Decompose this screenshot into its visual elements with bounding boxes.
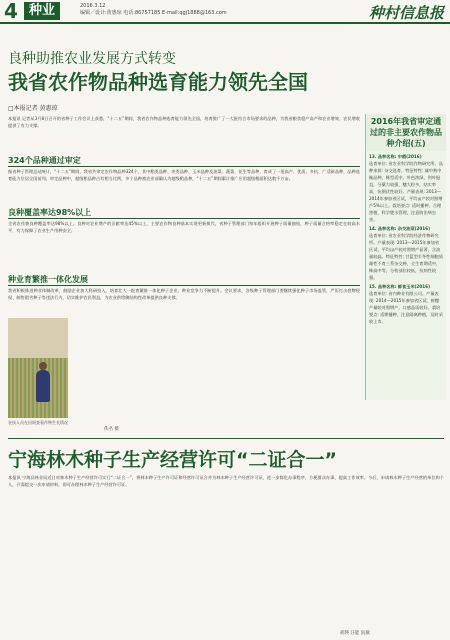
field-photo bbox=[8, 318, 68, 418]
photo-sky bbox=[8, 318, 68, 358]
page-header bbox=[0, 0, 450, 24]
article-intro: 本报讯 记者从3月8日召开的省种子工作会议上获悉，“十二五”期间，我省农作物品种选育能力领先全国，培育推广了一大批符合市场要求的品种，为我省粮食稳产高产和农业增效、农民增收提供了有力支撑。 bbox=[8, 116, 360, 129]
sidebar-item-text: 选育单位: 省农业科学院作物研究所。品种来源: 杂交选育。特征特性: 属中熟中籼品种，株型适中，叶色浓绿，剑叶挺直，分蘖力较强，穗大粒多，结实率高，抗倒伏性较好。产量表现: 2013—2014年参加省区试，平均亩产较对照增产5%以上。栽培要点: 适时播种，合理密植，科学肥水管理，注意防治病虫害。 bbox=[369, 161, 443, 222]
sidebar-item-title: 14. 品种名称: 杂交油菜(2016) bbox=[369, 226, 430, 231]
section-label: 种业 bbox=[24, 2, 60, 20]
header-meta bbox=[80, 3, 227, 17]
article-headline: 我省农作物品种选育能力领先全国 bbox=[8, 70, 308, 94]
sidebar-item-title: 15. 品种名称: 鲜食玉米(2016) bbox=[369, 284, 430, 289]
sidebar-item bbox=[369, 225, 443, 281]
subhead-coverage: 良种覆盖率达98%以上 bbox=[8, 207, 360, 219]
photo-credit: 佚名 摄 bbox=[104, 427, 119, 432]
sidebar-item-text: 选育单位: 省内种业有限公司。产量表现: 2014—2015年参加省区试，鲜穗产量较对照增产，口感品质较好。栽培要点: 适期播种，注意隔离种植，及时采收上市。 bbox=[369, 291, 443, 324]
photo-caption: 农技人员在田间查看作物生长情况 bbox=[8, 420, 68, 425]
article-kicker: 良种助推农业发展方式转变 bbox=[8, 51, 176, 67]
editor-contact: 编辑／设计:黄惠琼 电话:86757185 E-mail:qgj1888@163.com bbox=[80, 10, 227, 16]
section-body-coverage: 全省农作物良种覆盖率达98%以上。良种对农业增产的贡献率达45%以上，主要农作物良种基本实现更新换代。省种子管理部门每年组织开展种子质量抽检，种子质量合格率稳定在较高水平，有力保障了农业生产用种安全。 bbox=[8, 221, 360, 234]
sidebar-item-title: 13. 品种名称: 中稻(2016) bbox=[369, 154, 422, 159]
article2-headline: 宁海林木种子生产经营许可“二证合一” bbox=[8, 449, 337, 471]
sidebar-item bbox=[369, 153, 443, 223]
article2-body: 本报讯 宁海县林业局近日对林木种子生产经营许可实行“二证合一”，将林木种子生产许可证和经营许可证合并为林木种子生产经营许可证，进一步简化办事程序，方便群众办事，提高工作效率。今后，申请林木种子生产经营的单位和个人，只需提交一次申请材料，即可办理林木种子生产经营许可证。 bbox=[8, 475, 444, 488]
sidebar-item bbox=[369, 283, 443, 325]
sidebar-title: 2016年我省审定通过的非主要农作物品种介绍(五) bbox=[366, 114, 446, 151]
section-body-integration: 我省积极推进种业体制改革，鼓励企业加大科研投入，培育壮大一批育繁推一体化种子企业，种业竞争力不断提升。会议要求，各级种子管理部门要继续强化种子市场监管，严厉打击套牌侵权、制售假劣种子等违法行为，切实维护农民利益，为农业供给侧结构性改革提供良种支撑。 bbox=[8, 288, 360, 301]
photo-person bbox=[36, 370, 50, 402]
sidebar-variety-list bbox=[365, 114, 446, 400]
article2-credit: 胡瑛 汪能 阮敏 bbox=[340, 631, 370, 636]
page-number: 4 bbox=[4, 0, 18, 23]
subhead-approved-varieties: 324个品种通过审定 bbox=[8, 155, 360, 167]
sidebar-item-text: 选育单位: 省农业科学院经济作物研究所。产量表现: 2013—2015年参加省区试，平均亩产较对照增产显著，含油量较高。特征特性: 甘蓝型半冬性细胞质雄性不育三系杂交种，全生育期适中，株高中等，分枝部位较低，抗病性较强。 bbox=[369, 233, 443, 280]
masthead-logo: 种村信息报 bbox=[368, 4, 444, 22]
sidebar-items bbox=[366, 151, 446, 329]
issue-date: 2016.3.12 bbox=[80, 3, 106, 9]
section-divider bbox=[8, 438, 444, 439]
article-byline: □本报记者 黄惠琼 bbox=[8, 105, 58, 112]
subhead-integration: 种业育繁推一体化发展 bbox=[8, 274, 360, 286]
photo-person-head bbox=[39, 362, 47, 370]
section-body-approved: 据省种子管理总站统计，“十二五”期间，我省共审定农作物品种324个，其中稻类品种、麦类品种、玉米品种及油菜、蔬菜、花生等品种，育成了一批高产、优质、多抗、广适新品种，品种选育能力位居全国前列。审定品种中，超级稻品种占有相当比例，多个品种被农业部确认为超级稻品种，“十二五”期间累计推广应用超级稻面积达数千万亩。 bbox=[8, 169, 360, 182]
